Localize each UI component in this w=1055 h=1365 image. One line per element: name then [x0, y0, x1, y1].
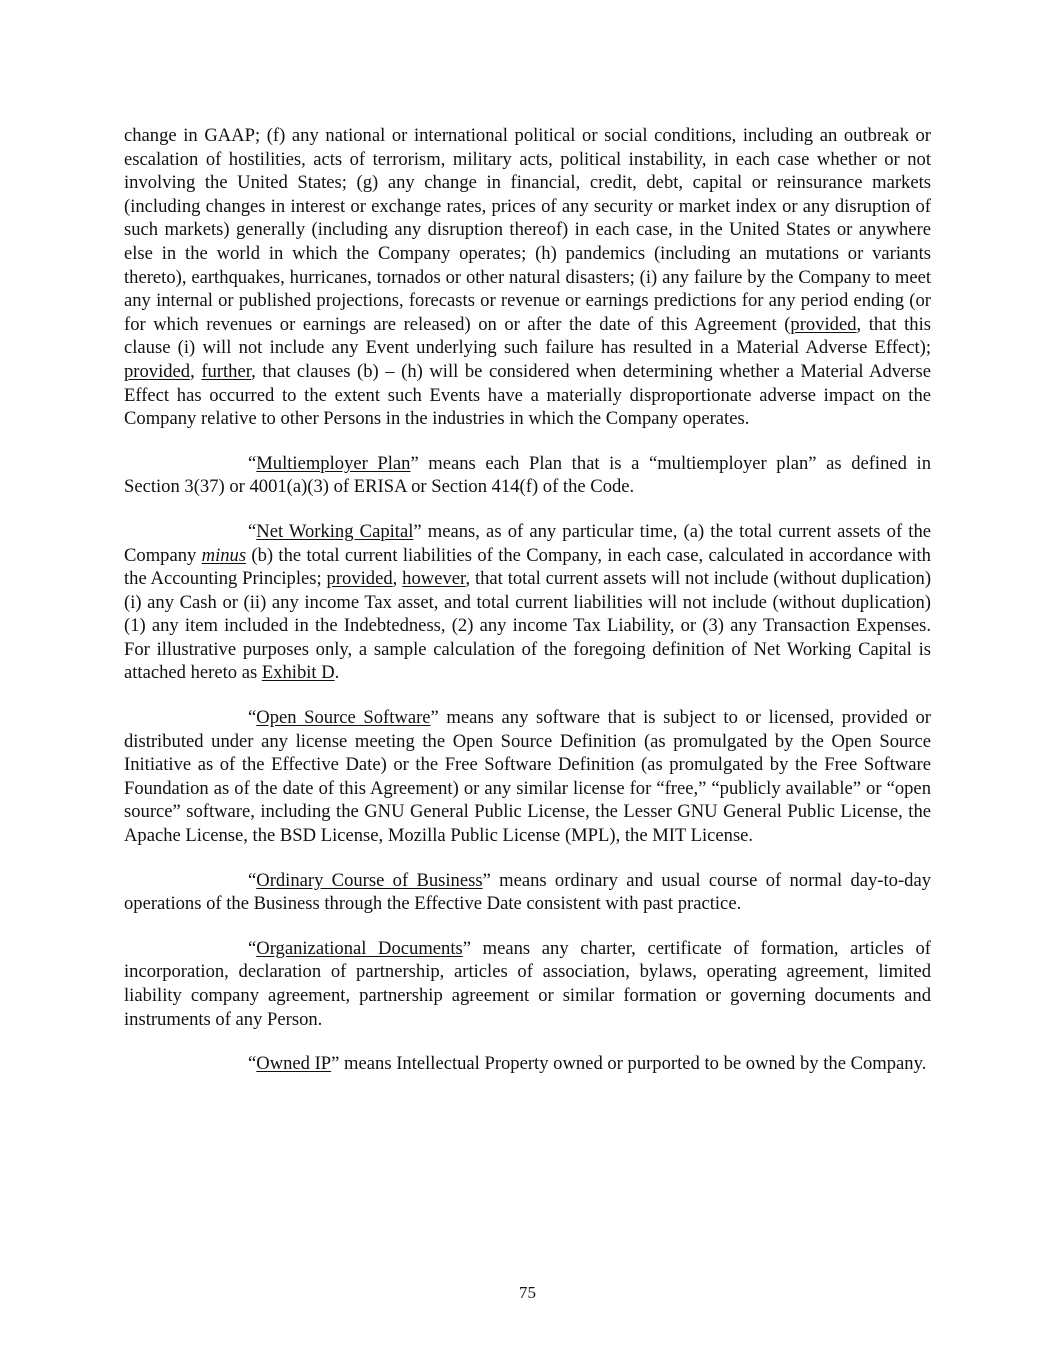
text-run: , that clauses (b) – (h) will be considered when determining whether a Material Adverse Effect has occurred to the extent such Events have a materially disproportionate adverse impact on the Company relative to other Persons in the industries in which the Company operates.	[124, 360, 931, 430]
document-page	[124, 124, 931, 1076]
open-quote: “	[248, 452, 257, 474]
minus-term: minus	[201, 544, 247, 566]
defined-term: Multiemployer Plan	[256, 452, 411, 474]
open-quote: “	[248, 1053, 257, 1075]
page-number: 75	[519, 1283, 536, 1302]
definition-organizational-documents	[124, 937, 931, 1031]
definition-multiemployer-plan	[124, 452, 931, 499]
defined-term: Open Source Software	[256, 707, 431, 729]
open-quote: “	[248, 520, 257, 542]
definition-ordinary-course-of-business	[124, 869, 931, 916]
open-quote: “	[248, 707, 257, 729]
definition-text: ” means any software that is subject to or licensed, provided or distributed under any license meeting the Open Source Definition (as promulgated by the Open Source Initiative as of the Effective Date) or the Free Software Definition (as promulgated by the Free Software Foundation as of the date of this Agreement) or any similar license for “free,” “publicly available” or “open source” software, including the GNU General Public License, the Lesser GNU General Public License, the Apache License, the BSD License, Mozilla Public License (MPL), the MIT License.	[124, 707, 931, 847]
defined-term: Organizational Documents	[256, 937, 463, 959]
definition-text: ,	[392, 568, 403, 590]
definition-owned-ip	[124, 1052, 931, 1076]
definition-text: (b) the total current liabilities of the Company, in each case, calculated in accordance with the Accounting Principles;	[124, 544, 931, 590]
exhibit-reference: Exhibit D	[261, 662, 335, 684]
definition-text: ” means any charter, certificate of formation, articles of incorporation, declaration of partnership, articles of association, bylaws, operating agreement, limited liability company agreement, partnership agreement or similar formation or governing documents and instruments of any Person.	[124, 937, 931, 1030]
mae-continuation-paragraph	[124, 124, 931, 431]
defined-term: Net Working Capital	[256, 520, 414, 542]
open-quote: “	[248, 869, 257, 891]
provided-term: provided	[124, 360, 191, 382]
defined-term: Ordinary Course of Business	[256, 869, 483, 891]
further-term: further	[201, 360, 252, 382]
definition-text: , that total current assets will not include (without duplication) (i) any Cash or (ii) any income Tax asset, and total current liabilities will not include (without duplication) (1) any item included in the Indebtedness, (2) any income Tax Liability, or (3) any Transaction Expenses. For illustrative purposes only, a sample calculation of the foregoing definition of Net Working Capital is attached hereto as	[124, 568, 932, 684]
definition-open-source-software	[124, 706, 931, 848]
open-quote: “	[248, 937, 257, 959]
text-run: ,	[190, 360, 202, 382]
definition-text: .	[334, 662, 340, 684]
provided-term: provided	[790, 313, 857, 335]
however-term: however	[402, 568, 466, 590]
provided-term: provided	[326, 568, 393, 590]
text-run: , that this clause (i) will not include any Event underlying such failure has resulted in a Material Adverse Effect);	[124, 313, 931, 359]
definition-net-working-capital	[124, 520, 931, 685]
definition-text: ” means Intellectual Property owned or purported to be owned by the Company.	[331, 1053, 927, 1075]
definition-text: ” means each Plan that is a “multiemployer plan” as defined in Section 3(37) or 4001(a)(3) of ERISA or Section 414(f) of the Code.	[124, 452, 931, 498]
definition-text: ” means ordinary and usual course of normal day-to-day operations of the Business through the Effective Date consistent with past practice.	[124, 869, 931, 915]
definition-text: ” means, as of any particular time, (a) the total current assets of the Company	[124, 520, 931, 566]
text-run: change in GAAP; (f) any national or international political or social conditions, including an outbreak or escalation of hostilities, acts of terrorism, military acts, political instability, in each case whether or not involving the United States; (g) any change in financial, credit, debt, capital or reinsurance markets (including changes in interest or exchange rates, prices of any security or market index or any disruption of such markets) generally (including any disruption thereof) in each case, in the United States or anywhere else in the world in which the Company operates; (h) pandemics (including an mutations or variants thereto), earthquakes, hurricanes, tornados or other natural disasters; (i) any failure by the Company to meet any internal or published projections, forecasts or revenue or earnings predictions for any period ending (or for which revenues or earnings are released) on or after the date of this Agreement (	[124, 125, 931, 335]
defined-term: Owned IP	[256, 1053, 332, 1075]
